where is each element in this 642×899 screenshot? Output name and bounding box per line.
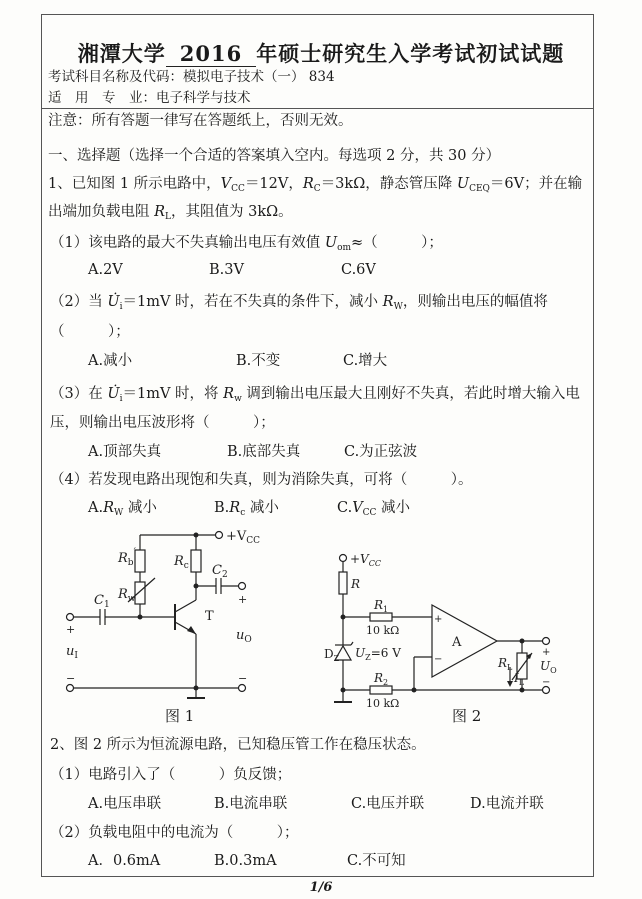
q2-sub1-option-d: D.电流并联 (470, 796, 544, 812)
svg-text:10 kΩ: 10 kΩ (366, 697, 400, 710)
svg-text:10 kΩ: 10 kΩ (366, 624, 400, 637)
q1-sub1-option-b: B.3V (209, 262, 244, 278)
q1-sub4-option-b: $B.R_c$ 减小 (214, 500, 279, 518)
q1-sub3-option-b: B.底部失真 (227, 444, 301, 460)
svg-text:R1: $R_1$ (374, 598, 389, 614)
svg-text:uO: $u_O$ (236, 628, 252, 645)
figure-2-circuit (324, 550, 570, 710)
exam-year: 2016 (166, 41, 256, 67)
q1-sub4: （4）若发现电路出现饱和失真，则为消除失真，可将（ ）。 (50, 472, 473, 488)
q1-sub3-option-a: A.顶部失真 (88, 444, 162, 460)
rc-resistor (191, 550, 201, 572)
q1-sub3-line2: 压，则输出电压波形将（ ）； (50, 415, 275, 431)
svg-text:+: + (66, 623, 76, 636)
q1-sub4-option-a: $A.R_W$ 减小 (88, 500, 157, 518)
svg-text:R2: $R_2$ (374, 671, 389, 687)
q2-sub2-option-a: A．0.6mA (88, 853, 161, 869)
q1-sub1: （1）该电路的最大不失真输出电压有效值 $U_{om}\approx$（ ）； (50, 235, 443, 253)
svg-text:C1: $C_1$ (94, 593, 110, 610)
q1-sub3-line1: （3）在 $U̇_i=1mV$ 时，将 $R_w$ 调到输出电压最大且刚好不失真，若此时增大输入电 (50, 386, 580, 404)
q1-sub3-option-c: C.为正弦波 (344, 444, 418, 460)
section-heading: 一、选择题（选择一个合适的答案填入空内。每选项 2 分，共 30 分） (48, 148, 501, 164)
notice: 注意：所有答题一律写在答题纸上，否则无效。 (48, 113, 353, 129)
q2-sub1: （1）电路引入了（ ）负反馈； (50, 767, 292, 783)
svg-text:UZ=6 V: $U_Z=6$ V (355, 646, 401, 662)
figure-2-caption: 图 2 (452, 707, 482, 725)
q1-sub4-option-c: $C.V_{CC}$ 减小 (337, 500, 411, 518)
r2-resistor (370, 686, 392, 694)
major-line (48, 89, 251, 107)
q2-sub1-option-c: C.电压并联 (351, 796, 425, 812)
svg-text:R: R (351, 577, 361, 591)
svg-text:+VCC: $+V_{CC}$ (350, 552, 381, 568)
svg-text:UO: $U_O$ (540, 659, 557, 675)
major-value: 电子科学与技术 (156, 90, 251, 106)
rw-potentiometer (135, 582, 145, 604)
major-label: 适 用 专 业： (48, 90, 156, 106)
svg-text:+: + (434, 614, 443, 625)
header-divider (41, 108, 594, 109)
svg-text:uI: $u_I$ (66, 644, 78, 661)
figure-1-caption: 图 1 (165, 707, 195, 725)
q1-line2: 出端加负载电阻 $R_L$，其阻值为 3kΩ。 (48, 204, 293, 222)
svg-text:A: A (452, 635, 462, 650)
q1-sub1-option-a: A.2V (88, 262, 123, 278)
rb-resistor (135, 550, 145, 572)
svg-text:DZ: $D_Z$ (324, 647, 340, 663)
subject-label: 考试科目名称及代码： (48, 69, 183, 85)
svg-text:−: − (434, 654, 443, 665)
r1-resistor (370, 613, 392, 621)
q2-sub1-option-a: A.电压串联 (88, 796, 162, 812)
exam-title (0, 38, 642, 68)
q1-sub2-option-a: A.减小 (88, 353, 133, 369)
subject-line (48, 68, 335, 86)
svg-text:+: + (238, 593, 248, 606)
r-resistor (339, 572, 347, 594)
svg-text:+: + (542, 647, 551, 658)
q2-sub2-option-c: C.不可知 (347, 853, 406, 869)
q2-sub1-option-b: B.电流串联 (214, 796, 288, 812)
q1-sub2-line1: （2）当 $U̇_i=1mV$ 时，若在不失真的条件下，减小 $R_W$，则输出电压的幅值将 (50, 294, 548, 312)
svg-text:+VCC: $+V_{CC}$ (226, 529, 261, 546)
q2-intro: 2、图 2 所示为恒流源电路，已知稳压管工作在稳压状态。 (50, 737, 426, 753)
subject-value: 模拟电子技术（一） 834 (183, 69, 335, 85)
svg-text:RL: $R_L$ (498, 656, 513, 672)
svg-text:−: − (66, 672, 76, 685)
title-suffix: 年硕士研究生入学考试初试试题 (256, 41, 565, 66)
q1-line1: 1、已知图 1 所示电路中，$V_{CC}=12V$，$R_C=3k\Omega$，静态管压降 $U_{CEQ}=6V$；并在输 (48, 176, 583, 194)
q2-sub2: （2）负载电阻中的电流为（ ）； (50, 825, 299, 841)
page-number: 1/6 (309, 880, 333, 895)
q2-sub2-option-b: B.0.3mA (214, 853, 277, 869)
q1-sub2-option-b: B.不变 (236, 353, 281, 369)
svg-text:−: − (238, 672, 248, 685)
svg-text:T: T (205, 609, 214, 624)
svg-text:Rc: $R_c$ (174, 554, 189, 571)
svg-text:−: − (542, 677, 551, 688)
svg-text:Rb′: $R_b'$ (118, 547, 136, 568)
university-name: 湘潭大学 (77, 41, 166, 66)
q1-sub2-line2: （ ）； (50, 324, 130, 340)
svg-text:Rw: $R_w$ (118, 587, 136, 604)
svg-text:C2: $C_2$ (212, 563, 228, 580)
q1-sub2-option-c: C.增大 (343, 353, 388, 369)
svg-text:IL: $I_L$ (514, 671, 525, 687)
q1-sub1-option-c: C.6V (341, 262, 376, 278)
figure-1-circuit (60, 520, 290, 720)
